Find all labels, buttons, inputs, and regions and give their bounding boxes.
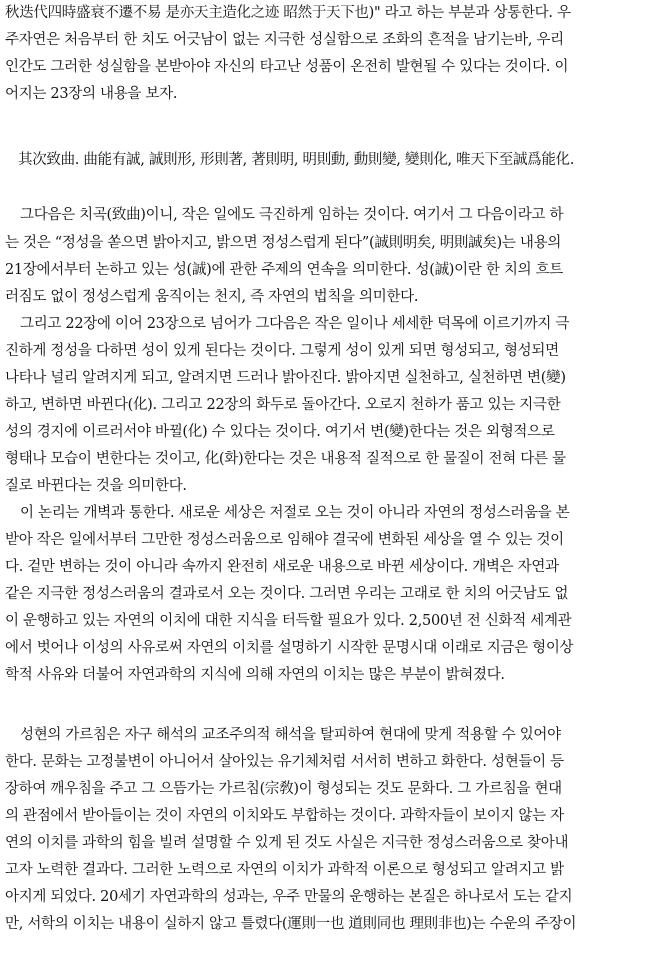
text-line: 같은 지극한 정성스러움의 결과로서 오는 것이다. 그러면 우리는 고래로 한 치의 어긋남도 없 <box>5 586 569 602</box>
text-line: 다. 겉만 변하는 것이 아니라 속까지 완전히 새로운 내용으로 바뀐 세상이다. 개벽은 자연과 <box>5 559 559 575</box>
text-line: 주자연은 처음부터 한 치도 어긋남이 없는 지극한 성실함으로 조화의 흔적을 남기는바, 우리 <box>5 32 564 48</box>
text-line: 성의 경지에 이르러서야 바뀔(化) 수 있다는 것이다. 여기서 변(變)한다는 것은 외형적으로 <box>5 424 555 440</box>
text-line: 만, 서학의 이치는 내용이 실하지 않고 틀렸다(運則一也 道則同也 理則非也)는 수운의 주장이 <box>5 916 577 932</box>
text-line: 성현의 가르침은 자구 해석의 교조주의적 해석을 탈피하여 현대에 맞게 적용할 수 있어야 <box>20 727 561 743</box>
text-line: 하고, 변하면 바뀐다(化). 그리고 22장의 화두로 돌아간다. 오로지 천하가 품고 있는 지극한 <box>5 397 561 413</box>
text-line: 형태나 모습이 변한다는 것이고, 化(화)한다는 것은 내용적 질적으로 한 물질이 전혀 다른 물 <box>5 451 566 467</box>
text-line: 질로 바뀐다는 것을 의미한다. <box>5 478 187 494</box>
text-line: 그리고 22장에 이어 23장으로 넘어가 그다음은 작은 일이나 세세한 덕목에 이르기까지 극 <box>20 316 570 332</box>
classical-quote: 其次致曲. 曲能有誠, 誠則形, 形則著, 著則明, 明則動, 動則變, 變則化, 唯天下至誠爲能化. <box>18 152 575 168</box>
text-line: 고자 노력한 결과다. 그러한 노력으로 자연의 이치가 과학적 이론으로 형성되고 알려지고 밝 <box>5 862 564 878</box>
text-line: 나타나 널리 알려지게 되고, 알려지면 드러나 밝아진다. 밝아지면 실천하고, 실천하면 변(變) <box>5 370 566 386</box>
text-line: 인간도 그러한 성실함을 본받아야 자신의 타고난 성품이 온전히 발현될 수 있다는 것이다. 이 <box>5 59 569 75</box>
text-line: 이 운행하고 있는 자연의 이치에 대한 지식을 터득할 필요가 있다. 2,500년 전 신화적 세계관 <box>5 613 572 629</box>
text-line: 연의 이치를 과학의 힘을 빌려 설명할 수 있게 된 것도 사실은 지극한 정성스러움으로 찾아내 <box>5 835 569 851</box>
text-line: 학적 사유와 더불어 자연과학의 지식에 의해 자연의 이치는 많은 부분이 밝혀졌다. <box>5 667 505 683</box>
text-line: 한다. 문화는 고정불변이 아니어서 살아있는 유기체처럼 서서히 변하고 화한다. 성현들이 등 <box>5 754 564 770</box>
text-line: 는 것은 “정성을 쏟으면 밝아지고, 밝으면 정성스럽게 된다”(誠則明矣, 明則誠矣)는 내용의 <box>5 235 562 251</box>
text-line: 받아 작은 일에서부터 그만한 정성스러움으로 임해야 결국에 변화된 세상을 열 수 있는 것이 <box>5 532 564 548</box>
text-line: 秋迭代四時盛衰不遷不易 是亦天主造化之迹 昭然于天下也)" 라고 하는 부분과 상통한다. 우 <box>5 5 571 21</box>
text-line: 장하여 깨우침을 주고 그 으뜸가는 가르침(宗敎)이 형성되는 것도 문화다. 그 가르침을 현대 <box>5 781 562 797</box>
text-line: 의 관점에서 받아들이는 것이 자연의 이치와도 부합하는 것이다. 과학자들이 보이지 않는 자 <box>5 808 564 824</box>
text-line: 그다음은 치곡(致曲)이니, 작은 일에도 극진하게 임하는 것이다. 여기서 그 다음이라고 하 <box>20 207 564 223</box>
text-line: 아지게 되었다. 20세기 자연과학의 성과는, 우주 만물의 운행하는 본질은 하나로서 도는 같지 <box>5 889 573 905</box>
text-line: 진하게 정성을 다하면 성이 있게 된다는 것이다. 그렇게 성이 있게 되면 형성되고, 형성되면 <box>5 343 559 359</box>
text-line: 에서 벗어나 이성의 사유로써 자연의 이치를 설명하기 시작한 문명시대 이래로 지금은 형이상 <box>5 640 574 656</box>
text-line: 어지는 23장의 내용을 보자. <box>5 86 178 102</box>
text-line: 21장에서부터 논하고 있는 성(誠)에 관한 주제의 연속을 의미한다. 성(誠)이란 한 치의 흐트 <box>5 262 564 278</box>
text-line: 이 논리는 개벽과 통한다. 새로운 세상은 저절로 오는 것이 아니라 자연의 정성스러움을 본 <box>20 505 570 521</box>
text-line: 러짐도 없이 정성스럽게 움직이는 천지, 즉 자연의 법칙을 의미한다. <box>5 289 419 305</box>
